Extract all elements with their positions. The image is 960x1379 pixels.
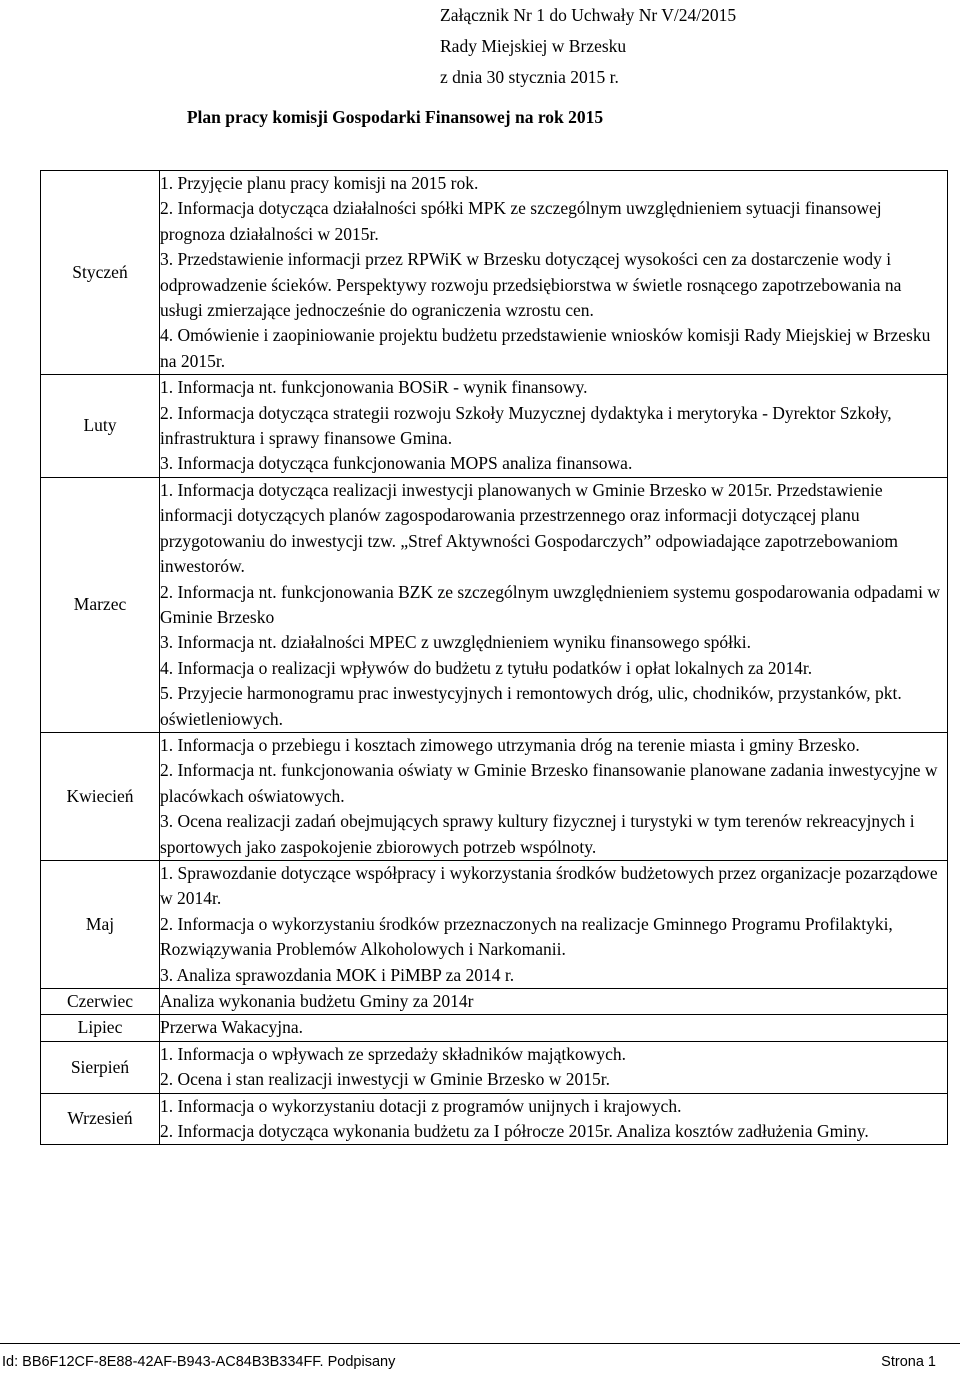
agenda-item: 1. Informacja o przebiegu i kosztach zimowego utrzymania dróg na terenie miasta i gminy Brzesko. [160,734,860,755]
table-row [41,1041,948,1093]
table-row [41,477,948,732]
agenda-cell [160,1041,948,1093]
agenda-item: 5. Przyjecie harmonogramu prac inwestycyjnych i remontowych dróg, ulic, chodników, przystanków, pkt. oświetleniowych. [160,683,902,729]
work-plan-table [40,170,948,1145]
page-footer [0,1343,960,1379]
month-cell: Sierpień [41,1041,160,1093]
table-row [41,860,948,988]
agenda-item: 3. Analiza sprawozdania MOK i PiMBP za 2014 r. [160,964,515,985]
agenda-cell [160,732,948,860]
agenda-item: 2. Informacja o wykorzystaniu środków przeznaczonych na realizacje Gminnego Programu Profilaktyki, Rozwiązywania Problemów Alkoholowych i Narkomanii. [160,913,893,960]
agenda-item: 1. Informacja dotycząca realizacji inwestycji planowanych w Gminie Brzesko w 2015r. Przedstawienie informacji dotyczących planów zagospodarowania przestrzennego oraz informacji dotyczącej planu przygotowaniu do inwestycji tzw. „Stref Aktywności Gospodarczych” odpowiadające zapotrzebowaniom inwestorów. [160,479,899,577]
agenda-cell [160,989,948,1015]
agenda-item: 3. Ocena realizacji zadań obejmujących sprawy kultury fizycznej i turystyki w tym terenów rekreacyjnych i sportowych jako zaspokojenie zbiorowych potrzeb wspólnoty. [160,811,915,857]
agenda-item: 2. Informacja nt. funkcjonowania BZK ze szczególnym uwzględnieniem systemu gospodarowania odpadami w Gminie Brzesko [160,581,940,627]
agenda-item: 4. Informacja o realizacji wpływów do budżetu z tytułu podatków i opłat lokalnych za 2014r. [160,657,813,678]
agenda-item: 1. Sprawozdanie dotyczące współpracy i wykorzystania środków budżetowych przez organizacje pozarządowe w 2014r. [160,862,938,909]
agenda-item: 3. Informacja dotycząca funkcjonowania MOPS analiza finansowa. [160,453,633,474]
agenda-item: 2. Informacja dotycząca strategii rozwoju Szkoły Muzycznej dydaktyka i merytoryka - Dyrektor Szkoły, infrastruktura i sprawy finansowe Gmina. [160,402,892,449]
table-row [41,171,948,375]
page-number: Strona 1 [881,1354,936,1370]
month-cell: Luty [41,375,160,478]
agenda-item: 4. Omówienie i zaopiniowanie projektu budżetu przedstawienie wniosków komisji Rady Miejskiej w Brzesku na 2015r. [160,325,931,371]
table-row [41,375,948,478]
agenda-item: 3. Przedstawienie informacji przez RPWiK w Brzesku dotyczącej wysokości cen za dostarczenie wody i odprowadzenie ścieków. Perspektywy rozwoju przedsiębiorstwa w świetle rosnącego zapotrzebowania na usługi zmierzające jednocześnie do ograniczenia wzrostu cen. [160,249,902,321]
agenda-cell [160,1093,948,1145]
month-cell: Czerwiec [41,989,160,1015]
agenda-item: Przerwa Wakacyjna. [160,1017,304,1038]
agenda-cell [160,1015,948,1041]
month-cell: Wrzesień [41,1093,160,1145]
header-line-2: Rady Miejskiej w Brzesku [440,36,627,56]
agenda-item: 1. Przyjęcie planu pracy komisji na 2015 rok. [160,173,479,193]
agenda-item: 2. Ocena i stan realizacji inwestycji w Gminie Brzesko w 2015r. [160,1069,611,1090]
month-cell: Maj [41,860,160,988]
agenda-item: 1. Informacja o wpływach ze sprzedaży składników majątkowych. [160,1043,627,1064]
month-cell: Lipiec [41,1015,160,1041]
agenda-item: Analiza wykonania budżetu Gminy za 2014r [160,991,474,1011]
month-cell: Kwiecień [41,732,160,860]
agenda-item: 2. Informacja nt. funkcjonowania oświaty w Gminie Brzesko finansowanie planowane zadania inwestycyjne w placówkach oświatowych. [160,760,938,806]
document-id: Id: BB6F12CF-8E88-42AF-B943-AC84B3B334FF. Podpisany [2,1354,396,1370]
agenda-cell [160,171,948,375]
agenda-cell [160,860,948,988]
header-line-3: z dnia 30 stycznia 2015 r. [440,67,619,87]
agenda-item: 2. Informacja dotycząca działalności spółki MPK ze szczególnym uwzględnieniem sytuacji finansowej prognoza działalności w 2015r. [160,198,882,244]
month-cell: Styczeń [41,171,160,375]
document-header [440,0,736,93]
table-row [41,989,948,1015]
agenda-cell [160,375,948,478]
agenda-item: 1. Informacja o wykorzystaniu dotacji z programów unijnych i krajowych. [160,1095,682,1116]
page-title: Plan pracy komisji Gospodarki Finansowej na rok 2015 [186,107,604,127]
table-row [41,1093,948,1145]
header-line-1: Załącznik Nr 1 do Uchwały Nr V/24/2015 [440,5,737,25]
month-cell: Marzec [41,477,160,732]
table-row [41,1015,948,1041]
agenda-item: 3. Informacja nt. działalności MPEC z uwzględnieniem wyniku finansowego spółki. [160,632,751,653]
agenda-cell [160,477,948,732]
agenda-item: 1. Informacja nt. funkcjonowania BOSiR - wynik finansowy. [160,377,588,398]
table-row [41,732,948,860]
agenda-item: 2. Informacja dotycząca wykonania budżetu za I półrocze 2015r. Analiza kosztów zadłużenia Gminy. [160,1121,869,1142]
